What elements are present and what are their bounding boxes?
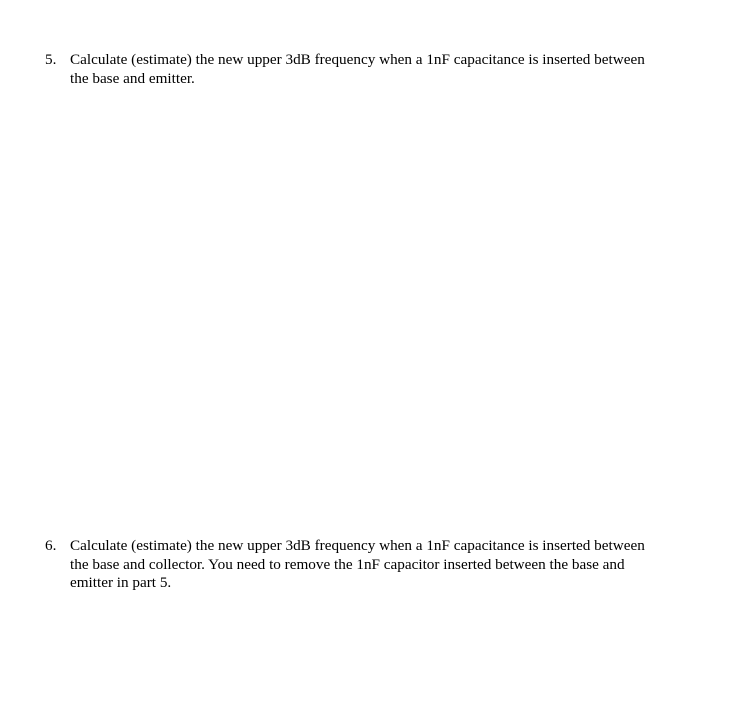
question-text-line: emitter in part 5. [70, 574, 172, 591]
question-text-line: the base and emitter. [70, 69, 195, 87]
question-text [70, 537, 700, 593]
question-number: 6. [45, 537, 57, 554]
question-text-line: the base and collector. You need to remove the 1nF capacitor inserted between the base and [70, 555, 625, 573]
question-text-line: Calculate (estimate) the new upper 3dB frequency when a 1nF capacitance is inserted between [70, 51, 645, 68]
question-text [70, 51, 700, 88]
question-text-line: Calculate (estimate) the new upper 3dB frequency when a 1nF capacitance is inserted between [70, 537, 645, 554]
question-number: 5. [45, 51, 57, 68]
